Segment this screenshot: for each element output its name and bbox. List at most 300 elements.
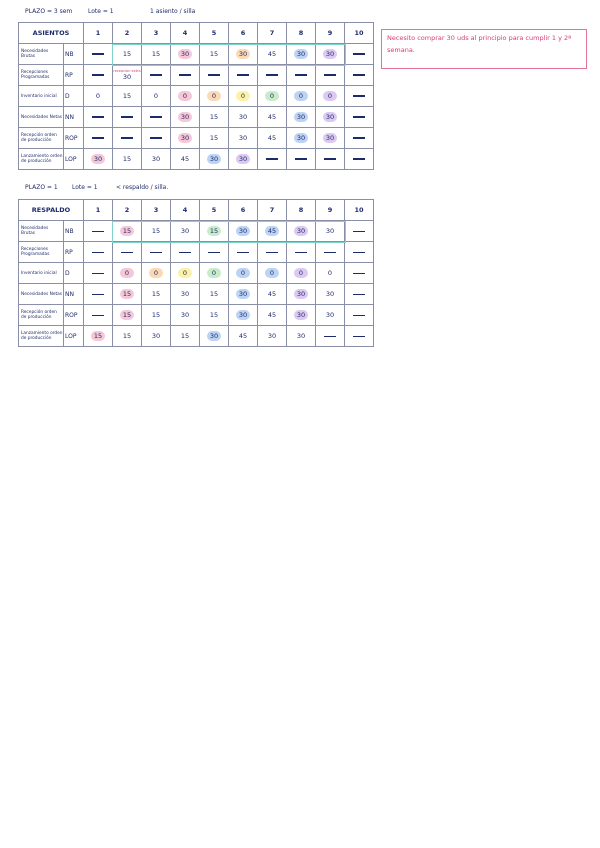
row-code: D: [64, 263, 84, 284]
cell-value: 30: [122, 73, 132, 81]
table-cell: [200, 242, 229, 263]
cell-value: 15: [209, 290, 219, 298]
table-cell: [84, 263, 113, 284]
cell-value: 30: [323, 112, 337, 122]
cell-value: 30: [267, 332, 277, 340]
table-cell: [113, 242, 142, 263]
table-cell: [316, 284, 345, 305]
cell-value: 30: [151, 332, 161, 340]
empty-dash: [353, 95, 365, 97]
cell-value: 0: [178, 268, 192, 278]
table-cell: [142, 263, 171, 284]
empty-dash: [121, 116, 133, 118]
empty-dash: [266, 74, 278, 76]
empty-dash: [266, 252, 278, 253]
table-row: [19, 44, 374, 65]
table-cell: [200, 86, 229, 107]
cell-value: 0: [153, 92, 159, 100]
ratio-label-2: < respaldo / silla.: [116, 184, 169, 191]
cell-value: 0: [323, 91, 337, 101]
table-cell: [142, 44, 171, 65]
table-cell: [258, 65, 287, 86]
table-cell: [200, 44, 229, 65]
table-cell: [258, 149, 287, 170]
table-cell: [113, 326, 142, 347]
table-cell: [229, 65, 258, 86]
table-row: [19, 86, 374, 107]
cell-value: 15: [151, 50, 161, 58]
empty-dash: [353, 158, 365, 160]
table-row: [19, 284, 374, 305]
table-cell: [171, 326, 200, 347]
period-header: 8: [287, 23, 316, 44]
cell-value: 0: [149, 268, 163, 278]
table-cell: [287, 284, 316, 305]
table-cell: [316, 86, 345, 107]
table-cell: [229, 107, 258, 128]
row-code: ROP: [64, 128, 84, 149]
cell-value: 30: [151, 155, 161, 163]
table-cell: [142, 86, 171, 107]
empty-dash: [353, 336, 365, 337]
cell-value: 45: [265, 226, 279, 236]
row-label: Inventario inicial: [19, 263, 64, 284]
lote-label-1: Lote = 1: [88, 8, 114, 15]
cell-value: 30: [236, 49, 250, 59]
table-row: [19, 326, 374, 347]
cell-value: 30: [180, 227, 190, 235]
table-cell: [200, 149, 229, 170]
cell-note: recepcion extra: [113, 69, 141, 73]
table-cell: [113, 263, 142, 284]
table-cell: [113, 65, 142, 86]
cell-value: 0: [265, 91, 279, 101]
table-cell: [200, 263, 229, 284]
empty-dash: [353, 231, 365, 232]
table-row: [19, 242, 374, 263]
respaldo-table: [18, 199, 374, 347]
table-cell: [229, 44, 258, 65]
row-label: Necesidades Brutas: [19, 44, 64, 65]
cell-value: 15: [120, 289, 134, 299]
row-label: Recepción orden de producción: [19, 305, 64, 326]
table-cell: [229, 242, 258, 263]
cell-value: 30: [323, 49, 337, 59]
purchase-note: Necesito comprar 30 uds al principio para cumplir 1 y 2ª semana.: [381, 29, 587, 69]
table-cell: [287, 65, 316, 86]
cell-value: 30: [294, 133, 308, 143]
row-code: NN: [64, 107, 84, 128]
period-header: 2: [113, 200, 142, 221]
ratio-label-1: 1 asiento / silla: [150, 8, 196, 15]
table-cell: [142, 128, 171, 149]
cell-value: 30: [236, 226, 250, 236]
table-cell: [345, 305, 374, 326]
table-cell: [229, 284, 258, 305]
empty-dash: [92, 137, 104, 139]
table-cell: [113, 149, 142, 170]
cell-value: 15: [180, 332, 190, 340]
table-cell: [345, 65, 374, 86]
cell-value: 30: [325, 290, 335, 298]
empty-dash: [353, 252, 365, 253]
table-cell: [171, 86, 200, 107]
cell-value: 15: [209, 311, 219, 319]
table-cell: [287, 149, 316, 170]
cell-value: 15: [120, 226, 134, 236]
period-header: 3: [142, 200, 171, 221]
cell-value: 15: [122, 155, 132, 163]
table-cell: [345, 263, 374, 284]
period-header: 6: [229, 23, 258, 44]
period-header: 9: [316, 23, 345, 44]
cell-value: 15: [151, 311, 161, 319]
period-header: 10: [345, 23, 374, 44]
table-cell: [345, 221, 374, 242]
table-cell: [258, 221, 287, 242]
table-cell: [258, 86, 287, 107]
table-cell: [287, 86, 316, 107]
cell-value: 0: [178, 91, 192, 101]
cell-value: 0: [327, 269, 333, 277]
cell-value: 0: [207, 91, 221, 101]
table-cell: [200, 221, 229, 242]
cell-value: 45: [267, 50, 277, 58]
empty-dash: [353, 137, 365, 139]
cell-value: 15: [207, 226, 221, 236]
table-cell: [287, 242, 316, 263]
cell-value: 15: [209, 50, 219, 58]
empty-dash: [295, 252, 307, 253]
table-cell: [258, 284, 287, 305]
empty-dash: [266, 158, 278, 160]
period-header: 6: [229, 200, 258, 221]
row-code: NN: [64, 284, 84, 305]
period-header: 7: [258, 200, 287, 221]
cell-value: 45: [180, 155, 190, 163]
row-label: Lanzamiento orden de producción: [19, 326, 64, 347]
table-cell: [258, 107, 287, 128]
table-cell: [142, 284, 171, 305]
table-cell: [287, 305, 316, 326]
table-cell: [84, 242, 113, 263]
empty-dash: [121, 252, 133, 253]
cell-value: 15: [151, 290, 161, 298]
period-header: 4: [171, 200, 200, 221]
cell-value: 30: [238, 113, 248, 121]
cell-value: 45: [267, 311, 277, 319]
cell-value: 0: [207, 268, 221, 278]
row-label: Necesidades Netas: [19, 284, 64, 305]
period-header: 3: [142, 23, 171, 44]
table-cell: [142, 305, 171, 326]
table-cell: [171, 128, 200, 149]
empty-dash: [208, 74, 220, 76]
empty-dash: [92, 315, 104, 316]
cell-value: 0: [236, 91, 250, 101]
table-cell: [229, 326, 258, 347]
empty-dash: [92, 74, 104, 76]
cell-value: 30: [294, 49, 308, 59]
row-code: NB: [64, 44, 84, 65]
empty-dash: [92, 273, 104, 274]
table-cell: [142, 107, 171, 128]
empty-dash: [353, 116, 365, 118]
table-cell: [345, 149, 374, 170]
table-cell: [258, 242, 287, 263]
table-cell: [345, 44, 374, 65]
cell-value: 30: [236, 310, 250, 320]
table-cell: [316, 221, 345, 242]
table-cell: [113, 86, 142, 107]
table-cell: [200, 284, 229, 305]
table-cell: [287, 263, 316, 284]
table-cell: [316, 242, 345, 263]
cell-value: 0: [294, 91, 308, 101]
table-cell: [84, 221, 113, 242]
empty-dash: [237, 252, 249, 253]
period-header: 5: [200, 23, 229, 44]
table-cell: [229, 263, 258, 284]
empty-dash: [353, 294, 365, 295]
table-cell: [345, 242, 374, 263]
row-code: LOP: [64, 149, 84, 170]
cell-value: 30: [323, 133, 337, 143]
table-cell: [171, 44, 200, 65]
period-header: 2: [113, 23, 142, 44]
table-cell: [200, 107, 229, 128]
table-cell: [287, 221, 316, 242]
table-cell: [229, 149, 258, 170]
empty-dash: [92, 53, 104, 55]
table-cell: [171, 263, 200, 284]
table-row: [19, 128, 374, 149]
empty-dash: [324, 336, 336, 337]
cell-value: 30: [178, 112, 192, 122]
empty-dash: [179, 74, 191, 76]
empty-dash: [353, 273, 365, 274]
table-cell: [287, 326, 316, 347]
table-cell: [316, 263, 345, 284]
empty-dash: [324, 74, 336, 76]
cell-value: 30: [294, 226, 308, 236]
cell-value: 15: [122, 92, 132, 100]
table-cell: [287, 44, 316, 65]
empty-dash: [150, 137, 162, 139]
table-cell: [142, 149, 171, 170]
table-row: [19, 221, 374, 242]
cell-value: 30: [325, 227, 335, 235]
table-header-row: [19, 200, 374, 221]
table-row: [19, 107, 374, 128]
row-label: Recepciones Programadas: [19, 65, 64, 86]
table-row: [19, 149, 374, 170]
cell-value: 45: [238, 332, 248, 340]
table-cell: [113, 305, 142, 326]
empty-dash: [150, 252, 162, 253]
table-cell: [229, 86, 258, 107]
table-cell: [229, 128, 258, 149]
period-header: 10: [345, 200, 374, 221]
empty-dash: [324, 252, 336, 253]
table-cell: [229, 305, 258, 326]
row-code: RP: [64, 242, 84, 263]
period-header: 8: [287, 200, 316, 221]
table-cell: [316, 149, 345, 170]
table-cell: [84, 128, 113, 149]
cell-value: 15: [122, 332, 132, 340]
table-cell: [142, 221, 171, 242]
empty-dash: [324, 158, 336, 160]
table-cell: [345, 284, 374, 305]
table-cell: [113, 284, 142, 305]
plazo-label-2: PLAZO = 1: [25, 184, 58, 191]
table-cell: [113, 107, 142, 128]
table-cell: [200, 326, 229, 347]
cell-value: 30: [236, 289, 250, 299]
cell-value: 30: [296, 332, 306, 340]
row-label: Recepciones Programadas: [19, 242, 64, 263]
table-cell: [171, 65, 200, 86]
empty-dash: [295, 74, 307, 76]
empty-dash: [208, 252, 220, 253]
table-cell: [258, 263, 287, 284]
empty-dash: [150, 116, 162, 118]
row-label: Inventario inicial: [19, 86, 64, 107]
empty-dash: [92, 252, 104, 253]
table-cell: [142, 65, 171, 86]
table-cell: [171, 107, 200, 128]
cell-value: 15: [151, 227, 161, 235]
table-row: [19, 65, 374, 86]
row-code: LOP: [64, 326, 84, 347]
period-header: 4: [171, 23, 200, 44]
table-cell: [142, 242, 171, 263]
empty-dash: [237, 74, 249, 76]
table-row: [19, 263, 374, 284]
table-cell: [84, 65, 113, 86]
row-label: Lanzamiento orden de producción: [19, 149, 64, 170]
table-cell: [316, 44, 345, 65]
empty-dash: [353, 53, 365, 55]
table-cell: [345, 128, 374, 149]
table-cell: [316, 305, 345, 326]
table-cell: [200, 128, 229, 149]
row-label: Necesidades Brutas: [19, 221, 64, 242]
cell-value: 30: [180, 311, 190, 319]
empty-dash: [92, 231, 104, 232]
table-row: [19, 305, 374, 326]
cell-value: 30: [325, 311, 335, 319]
empty-dash: [92, 116, 104, 118]
table-cell: [113, 44, 142, 65]
row-code: RP: [64, 65, 84, 86]
table-cell: [84, 305, 113, 326]
table-cell: [258, 44, 287, 65]
row-code: D: [64, 86, 84, 107]
table-cell: [84, 326, 113, 347]
cell-value: 0: [236, 268, 250, 278]
table-cell: [200, 65, 229, 86]
table-cell: [84, 284, 113, 305]
table-cell: [200, 305, 229, 326]
table-cell: [345, 86, 374, 107]
cell-value: 30: [294, 310, 308, 320]
cell-value: 30: [207, 154, 221, 164]
table-cell: [229, 221, 258, 242]
period-header: 1: [84, 200, 113, 221]
table-cell: [316, 326, 345, 347]
table-cell: [316, 128, 345, 149]
cell-value: 30: [91, 154, 105, 164]
table-cell: [316, 107, 345, 128]
cell-value: 30: [178, 49, 192, 59]
cell-value: 0: [120, 268, 134, 278]
cell-value: 15: [122, 50, 132, 58]
table-cell: [84, 86, 113, 107]
empty-dash: [92, 294, 104, 295]
row-label: Necesidades Netas: [19, 107, 64, 128]
cell-value: 15: [209, 113, 219, 121]
table-cell: [316, 65, 345, 86]
empty-dash: [353, 315, 365, 316]
period-header: 7: [258, 23, 287, 44]
row-label: Recepción orden de producción: [19, 128, 64, 149]
table-cell: [171, 242, 200, 263]
row-code: ROP: [64, 305, 84, 326]
cell-value: 15: [209, 134, 219, 142]
cell-value: 45: [267, 134, 277, 142]
cell-value: 15: [120, 310, 134, 320]
table-cell: [345, 326, 374, 347]
plazo-label-1: PLAZO = 3 sem: [25, 8, 73, 15]
table-cell: [287, 128, 316, 149]
table-cell: [345, 107, 374, 128]
table-cell: [142, 326, 171, 347]
table-cell: [258, 326, 287, 347]
cell-value: 30: [207, 331, 221, 341]
cell-value: 30: [178, 133, 192, 143]
table-cell: [287, 107, 316, 128]
table-cell: [113, 221, 142, 242]
table-cell: [171, 284, 200, 305]
empty-dash: [150, 74, 162, 76]
cell-value: 30: [236, 154, 250, 164]
cell-value: 0: [265, 268, 279, 278]
period-header: 5: [200, 200, 229, 221]
period-header: 9: [316, 200, 345, 221]
lote-label-2: Lote = 1: [72, 184, 98, 191]
cell-value: 30: [180, 290, 190, 298]
table-cell: [171, 149, 200, 170]
row-code: NB: [64, 221, 84, 242]
table-cell: [113, 128, 142, 149]
table-title: RESPALDO: [19, 200, 84, 221]
cell-value: 15: [91, 331, 105, 341]
table-cell: [84, 44, 113, 65]
cell-value: 0: [294, 268, 308, 278]
table-cell: [258, 128, 287, 149]
table-header-row: [19, 23, 374, 44]
table-cell: [171, 305, 200, 326]
cell-value: 0: [95, 92, 101, 100]
table-cell: [84, 149, 113, 170]
empty-dash: [295, 158, 307, 160]
cell-value: 30: [238, 134, 248, 142]
empty-dash: [179, 252, 191, 253]
cell-value: 30: [294, 289, 308, 299]
cell-value: 30: [294, 112, 308, 122]
